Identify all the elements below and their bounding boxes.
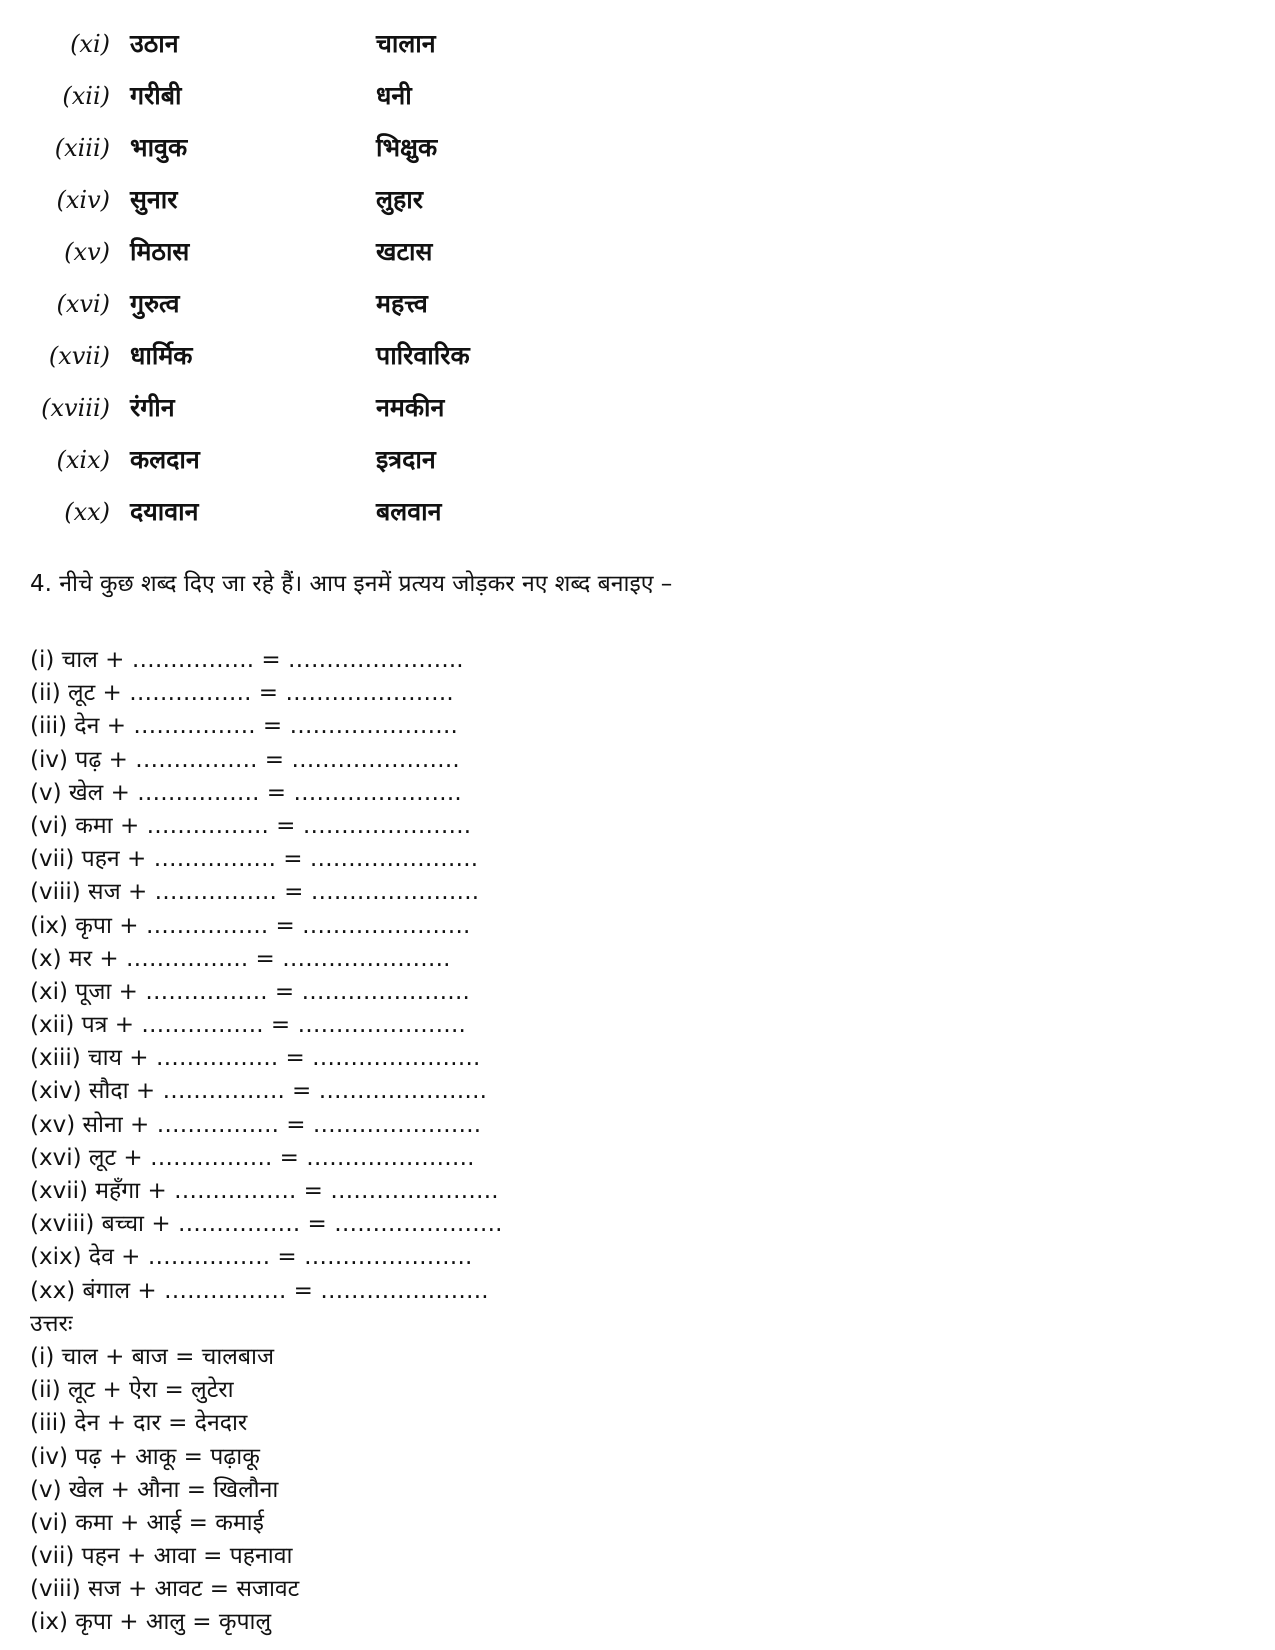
exercise-item: (xviii) बच्चा + ……………. = …………………. [30, 1211, 503, 1238]
pair-row [0, 22, 700, 74]
pair-row [0, 334, 700, 386]
pair-number: (xvii) [48, 342, 110, 370]
answer-item: (i) चाल + बाज = चालबाज [30, 1343, 275, 1370]
exercise-item: (xiv) सौदा + ……………. = …………………. [30, 1078, 487, 1105]
exercise-item: (x) मर + ……………. = …………………. [30, 945, 451, 972]
word-pairs-table [0, 22, 700, 542]
pair-word-left: कलदान [130, 445, 200, 474]
answer-item: (viii) सज + आवट = सजावट [30, 1576, 300, 1603]
pair-word-right: बलवान [376, 497, 442, 526]
pair-row [0, 282, 700, 334]
exercise-item: (ix) कृपा + ……………. = …………………. [30, 912, 471, 939]
pair-number: (xv) [64, 238, 110, 266]
exercise-item: (xi) पूजा + ……………. = …………………. [30, 978, 470, 1005]
pair-word-left: गरीबी [130, 81, 182, 110]
exercise-item: (xvi) लूट + ……………. = …………………. [30, 1144, 475, 1171]
exercise-item: (vii) पहन + ……………. = …………………. [30, 846, 479, 873]
pair-word-right: धनी [376, 81, 412, 110]
exercise-item: (iv) पढ़ + ……………. = …………………. [30, 746, 460, 773]
question-text: 4. नीचे कुछ शब्द दिए जा रहे हैं। आप इनमें प्रत्यय जोड़कर नए शब्द बनाइए – [30, 571, 673, 597]
exercise-item: (xiii) चाय + ……………. = …………………. [30, 1045, 481, 1072]
pair-number: (xii) [62, 82, 110, 110]
pair-word-left: दयावान [130, 497, 199, 526]
pair-row [0, 178, 700, 230]
pair-word-left: भावुक [130, 133, 188, 162]
pair-word-left: धार्मिक [130, 341, 193, 370]
pair-number: (xiv) [56, 186, 110, 214]
pair-row [0, 386, 700, 438]
answer-item: (iii) देन + दार = देनदार [30, 1410, 248, 1437]
pair-word-left: उठान [130, 29, 179, 58]
exercise-item: (ii) लूट + ……………. = …………………. [30, 680, 454, 707]
pair-row [0, 74, 700, 126]
exercise-item: (vi) कमा + ……………. = …………………. [30, 812, 472, 839]
answer-item: (v) खेल + औना = खिलौना [30, 1476, 279, 1503]
pair-number: (xi) [70, 30, 110, 58]
pair-word-left: मिठास [130, 237, 190, 266]
exercise-item: (xii) पत्र + ……………. = …………………. [30, 1012, 466, 1039]
pair-word-right: महत्त्व [376, 289, 428, 318]
pair-row [0, 438, 700, 490]
pair-word-right: भिक्षुक [376, 133, 438, 162]
exercise-item: (xvii) महँगा + ……………. = …………………. [30, 1178, 499, 1204]
pair-word-right: नमकीन [376, 393, 445, 422]
answer-item: (iv) पढ़ + आकू = पढ़ाकू [30, 1443, 260, 1470]
pair-row [0, 490, 700, 542]
pair-row [0, 126, 700, 178]
pair-number: (xviii) [41, 394, 110, 422]
pair-row [0, 230, 700, 282]
exercise-item: (xix) देव + ……………. = …………………. [30, 1244, 473, 1271]
answer-item: (vii) पहन + आवा = पहनावा [30, 1543, 293, 1570]
pair-word-right: लुहार [376, 185, 423, 214]
answer-item: (vi) कमा + आई = कमाई [30, 1509, 264, 1536]
exercise-list [30, 644, 502, 1640]
pair-number: (xiii) [54, 134, 110, 162]
answer-item: (ii) लूट + ऐरा = लुटेरा [30, 1377, 234, 1404]
pair-number: (xx) [64, 498, 110, 526]
exercise-item: (v) खेल + ……………. = …………………. [30, 779, 462, 806]
exercise-item: (xx) बंगाल + ……………. = …………………. [30, 1277, 489, 1304]
pair-word-left: सुनार [130, 185, 178, 214]
pair-number: (xvi) [56, 290, 110, 318]
exercise-item: (iii) देन + ……………. = …………………. [30, 713, 458, 740]
exercise-item: (xv) सोना + ……………. = …………………. [30, 1111, 482, 1138]
pair-number: (xix) [56, 446, 110, 474]
pair-word-left: रंगीन [130, 393, 175, 422]
pair-word-right: इत्रदान [376, 445, 436, 474]
exercise-item: (i) चाल + ……………. = ………………….. [30, 647, 464, 673]
pair-word-left: गुरुत्व [130, 289, 180, 318]
pair-word-right: खटास [376, 237, 433, 266]
answer-heading: उत्तरः [30, 1310, 73, 1337]
answer-item: (ix) कृपा + आलु = कृपालु [30, 1609, 272, 1636]
exercise-item: (viii) सज + ……………. = …………………. [30, 879, 480, 906]
pair-word-right: चालान [376, 29, 436, 58]
pair-word-right: पारिवारिक [376, 341, 470, 370]
